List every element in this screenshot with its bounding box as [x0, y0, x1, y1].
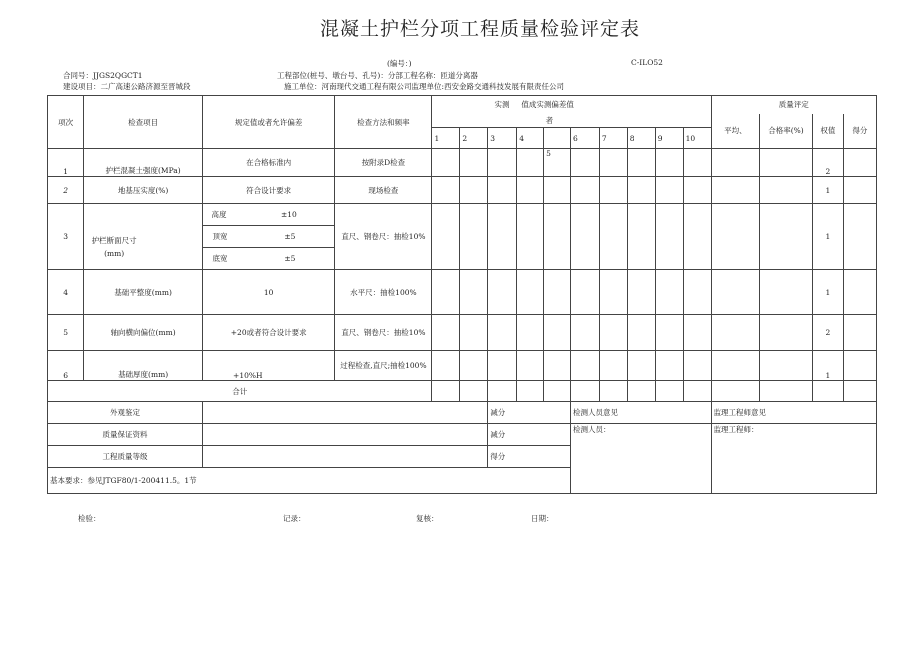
header-item-no: 项次 — [48, 96, 84, 149]
col-10: 10 — [683, 128, 711, 149]
row-3-no: 3 — [48, 204, 84, 270]
header-weight: 权值 — [812, 114, 843, 149]
col-9: 9 — [655, 128, 683, 149]
row-5-weight: 2 — [812, 315, 843, 351]
row-3-sub-3-spec: ±5 — [284, 254, 296, 263]
row-6-weight: 1 — [812, 351, 843, 381]
grade-label: 工程质量等级 — [48, 446, 203, 468]
page-title: 混凝土护栏分项工程质量检验评定表 — [319, 18, 640, 40]
row-1-method: 按附录D检查 — [335, 149, 432, 177]
row-3-sub-1 — [203, 204, 335, 226]
row-2-method: 现场检查 — [335, 177, 432, 204]
construction-project: 建设项目：二广高速公路济源至晋城段 — [63, 82, 191, 91]
appearance-label: 外观鉴定 — [48, 402, 203, 424]
row-1-weight: 2 — [812, 149, 843, 177]
row-3-sub-2-spec: ±5 — [284, 232, 296, 241]
row-3-sub-2 — [203, 226, 335, 248]
row-2-no: 2 — [48, 177, 84, 204]
row-4-weight: 1 — [812, 270, 843, 315]
row-2-item: 地基压实度(%) — [84, 177, 203, 204]
row-1-spec: 在合格标准内 — [203, 149, 335, 177]
footer-check: 检验： — [78, 514, 101, 523]
total-label: 合计 — [48, 381, 432, 402]
header-measured — [432, 96, 711, 114]
header-measured-a: 实测 — [494, 100, 510, 110]
row-6-method: 过程检查,直尺;抽检100% — [335, 351, 432, 381]
basic-requirement: 基本要求：参见JTGF80/1-200411.5。1节 — [48, 468, 571, 494]
row-4-spec: 10 — [203, 270, 335, 315]
col-3: 3 — [488, 128, 517, 149]
deduct-2: 减分 — [488, 424, 571, 446]
header-check-item: 检查项目 — [84, 96, 203, 149]
row-6-item: 基础厚度(mm) — [84, 351, 203, 381]
inspector-opinion: 检测人员意见 — [570, 402, 711, 424]
row-5-spec: +20或者符合设计要求 — [203, 315, 335, 351]
inspector-sign: 检测人员： — [570, 424, 711, 494]
col-8: 8 — [627, 128, 655, 149]
construction-unit: 施工单位：河南现代交通工程有限公司监理单位:西安金路交通科技发展有限责任公司 — [284, 82, 565, 91]
row-3-sub-3-name: 底宽 — [212, 254, 228, 263]
footer-review: 复核： — [416, 514, 439, 523]
header-measured-b: 值成实测偏差值 — [521, 100, 574, 110]
form-number: (编号：) — [387, 59, 412, 68]
score-label: 得分 — [488, 446, 571, 468]
row-6-spec: +10%H — [203, 351, 335, 381]
row-2-weight: 1 — [812, 177, 843, 204]
row-3-sub-1-name: 高度 — [211, 210, 227, 219]
quality-docs-label: 质量保证资料 — [48, 424, 203, 446]
col-7: 7 — [599, 128, 627, 149]
row-4-no: 4 — [48, 270, 84, 315]
header-measured-c: 者 — [545, 115, 554, 125]
row-3-item: 护栏断面尺寸(mm) — [91, 235, 137, 258]
footer-date: 日期： — [531, 514, 554, 523]
supervisor-opinion: 监理工程师意见 — [711, 402, 876, 424]
header-pass-rate: 合格率(%) — [760, 114, 813, 149]
row-3-item-cell — [84, 204, 203, 270]
col-2: 2 — [460, 128, 488, 149]
row-4-method: 水平尺：抽检100% — [335, 270, 432, 315]
footer-record: 记录： — [283, 514, 306, 523]
row-3-method: 直尺、钢卷尺：抽检10% — [335, 204, 432, 270]
row-3-weight: 1 — [812, 204, 843, 270]
header-spec: 规定值或者允许偏差 — [203, 96, 335, 149]
row-3-sub-2-name: 顶宽 — [212, 232, 228, 241]
row-5-no: 5 — [48, 315, 84, 351]
inspection-table — [47, 95, 877, 494]
project-part: 工程部位(桩号、墩台号、孔号)：分部工程名称：匝道分离器 — [277, 71, 478, 80]
row-4-item: 基础平整度(mm) — [84, 270, 203, 315]
form-code: C-ILO52 — [631, 58, 663, 67]
supervisor-sign: 监理工程师： — [711, 424, 876, 494]
col-5-label: 5 — [544, 149, 571, 177]
row-5-item: 轴向横向偏位(mm) — [84, 315, 203, 351]
header-quality: 质量评定 — [711, 96, 876, 114]
row-1-item: 护栏混凝土强度(MPa) — [84, 149, 203, 177]
header-method: 检查方法和频率 — [335, 96, 432, 149]
deduct-1: 减分 — [488, 402, 571, 424]
row-6-no: 6 — [48, 351, 84, 381]
row-1-no: 1 — [48, 149, 84, 177]
col-1: 1 — [432, 128, 460, 149]
col-4: 4 — [517, 128, 544, 149]
row-2-spec: 符合设计要求 — [203, 177, 335, 204]
col-6: 6 — [570, 128, 599, 149]
row-3-sub-3 — [203, 248, 335, 270]
contract-no: 合同号：JJGS2QGCT1 — [63, 71, 143, 80]
row-5-method: 直尺、钢卷尺：抽检10% — [335, 315, 432, 351]
row-3-sub-1-spec: ±10 — [280, 210, 297, 219]
header-avg: 平均、 — [711, 114, 760, 149]
header-score: 得分 — [843, 114, 876, 149]
col-5 — [544, 128, 571, 149]
